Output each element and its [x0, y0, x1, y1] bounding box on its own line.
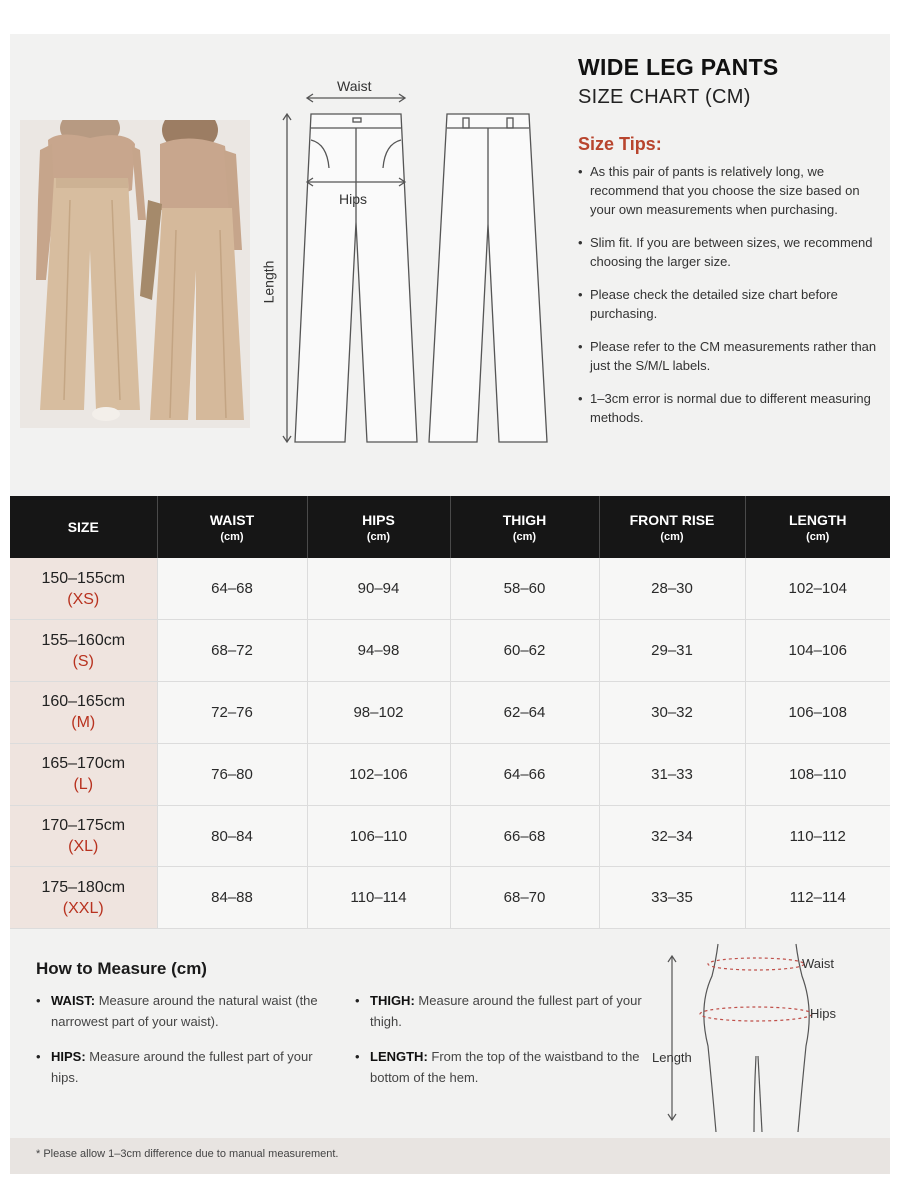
diagram-waist-label: Waist [337, 78, 372, 94]
header-waist: WAIST (cm) [157, 496, 307, 558]
hips-cell: 90–94 [307, 558, 450, 620]
size-tip: • As this pair of pants is relatively long, we recommend that you choose the size based on your own measurements when purchasing. [578, 162, 878, 219]
header-length: LENGTH (cm) [745, 496, 890, 558]
length-cell: 104–106 [745, 620, 890, 682]
page-subtitle: SIZE CHART (CM) [578, 86, 751, 108]
thigh-cell: 64–66 [450, 743, 599, 805]
thigh-cell: 60–62 [450, 620, 599, 682]
front-rise-cell: 29–31 [599, 620, 745, 682]
size-cell: 155–160cm (S) [10, 620, 157, 682]
measure-item-thigh: • THIGH: Measure around the fullest part of your thigh. [355, 990, 655, 1032]
thigh-cell: 68–70 [450, 867, 599, 929]
figure-hips-label: Hips [810, 1006, 837, 1021]
measure-list-left [36, 990, 336, 1102]
waist-cell: 72–76 [157, 682, 307, 744]
front-rise-cell: 31–33 [599, 743, 745, 805]
waist-cell: 80–84 [157, 805, 307, 867]
length-cell: 112–114 [745, 867, 890, 929]
size-chart-page [10, 34, 890, 1174]
size-tip: • Please check the detailed size chart before purchasing. [578, 285, 878, 323]
size-tip: • Please refer to the CM measurements rather than just the S/M/L labels. [578, 337, 878, 375]
figure-length-label: Length [652, 1050, 692, 1065]
measure-item-length: • LENGTH: From the top of the waistband to the bottom of the hem. [355, 1046, 655, 1088]
table-row [10, 620, 890, 682]
size-table [10, 496, 890, 929]
size-tips-title: Size Tips: [578, 134, 662, 154]
thigh-cell: 62–64 [450, 682, 599, 744]
table-row [10, 805, 890, 867]
front-rise-cell: 32–34 [599, 805, 745, 867]
front-rise-cell: 28–30 [599, 558, 745, 620]
front-rise-cell: 30–32 [599, 682, 745, 744]
size-tips-list [578, 162, 878, 441]
hips-cell: 110–114 [307, 867, 450, 929]
diagram-hips-label: Hips [339, 191, 368, 207]
measure-item-waist: • WAIST: Measure around the natural waist (the narrowest part of your waist). [36, 990, 336, 1032]
hips-cell: 106–110 [307, 805, 450, 867]
length-cell: 110–112 [745, 805, 890, 867]
table-row [10, 558, 890, 620]
length-cell: 108–110 [745, 743, 890, 805]
table-row [10, 682, 890, 744]
pants-diagram [255, 74, 555, 454]
measure-item-hips: • HIPS: Measure around the fullest part of your hips. [36, 1046, 336, 1088]
header-hips: HIPS (cm) [307, 496, 450, 558]
table-header-row [10, 496, 890, 558]
page-title: WIDE LEG PANTS [578, 54, 779, 80]
header-front-rise: FRONT RISE (cm) [599, 496, 745, 558]
size-cell: 160–165cm (M) [10, 682, 157, 744]
table-row [10, 867, 890, 929]
waist-cell: 68–72 [157, 620, 307, 682]
size-cell: 170–175cm (XL) [10, 805, 157, 867]
size-tip: • Slim fit. If you are between sizes, we recommend choosing the larger size. [578, 233, 878, 271]
diagram-length-label: Length [260, 260, 277, 304]
length-cell: 106–108 [745, 682, 890, 744]
length-cell: 102–104 [745, 558, 890, 620]
table-row [10, 743, 890, 805]
waist-cell: 76–80 [157, 743, 307, 805]
waist-cell: 64–68 [157, 558, 307, 620]
front-rise-cell: 33–35 [599, 867, 745, 929]
figure-waist-label: Waist [802, 956, 835, 971]
hips-cell: 98–102 [307, 682, 450, 744]
size-tip: • 1–3cm error is normal due to different measuring methods. [578, 389, 878, 427]
measure-list-right [355, 990, 655, 1102]
product-photo [20, 120, 250, 428]
header-thigh: THIGH (cm) [450, 496, 599, 558]
hips-cell: 102–106 [307, 743, 450, 805]
body-measure-figure [650, 936, 850, 1136]
how-to-measure-title: How to Measure (cm) [36, 959, 207, 978]
size-cell: 150–155cm (XS) [10, 558, 157, 620]
hips-cell: 94–98 [307, 620, 450, 682]
footnote: * Please allow 1–3cm difference due to manual measurement. [36, 1148, 339, 1160]
waist-cell: 84–88 [157, 867, 307, 929]
size-cell: 165–170cm (L) [10, 743, 157, 805]
size-cell: 175–180cm (XXL) [10, 867, 157, 929]
thigh-cell: 58–60 [450, 558, 599, 620]
header-size: SIZE [10, 496, 157, 558]
thigh-cell: 66–68 [450, 805, 599, 867]
